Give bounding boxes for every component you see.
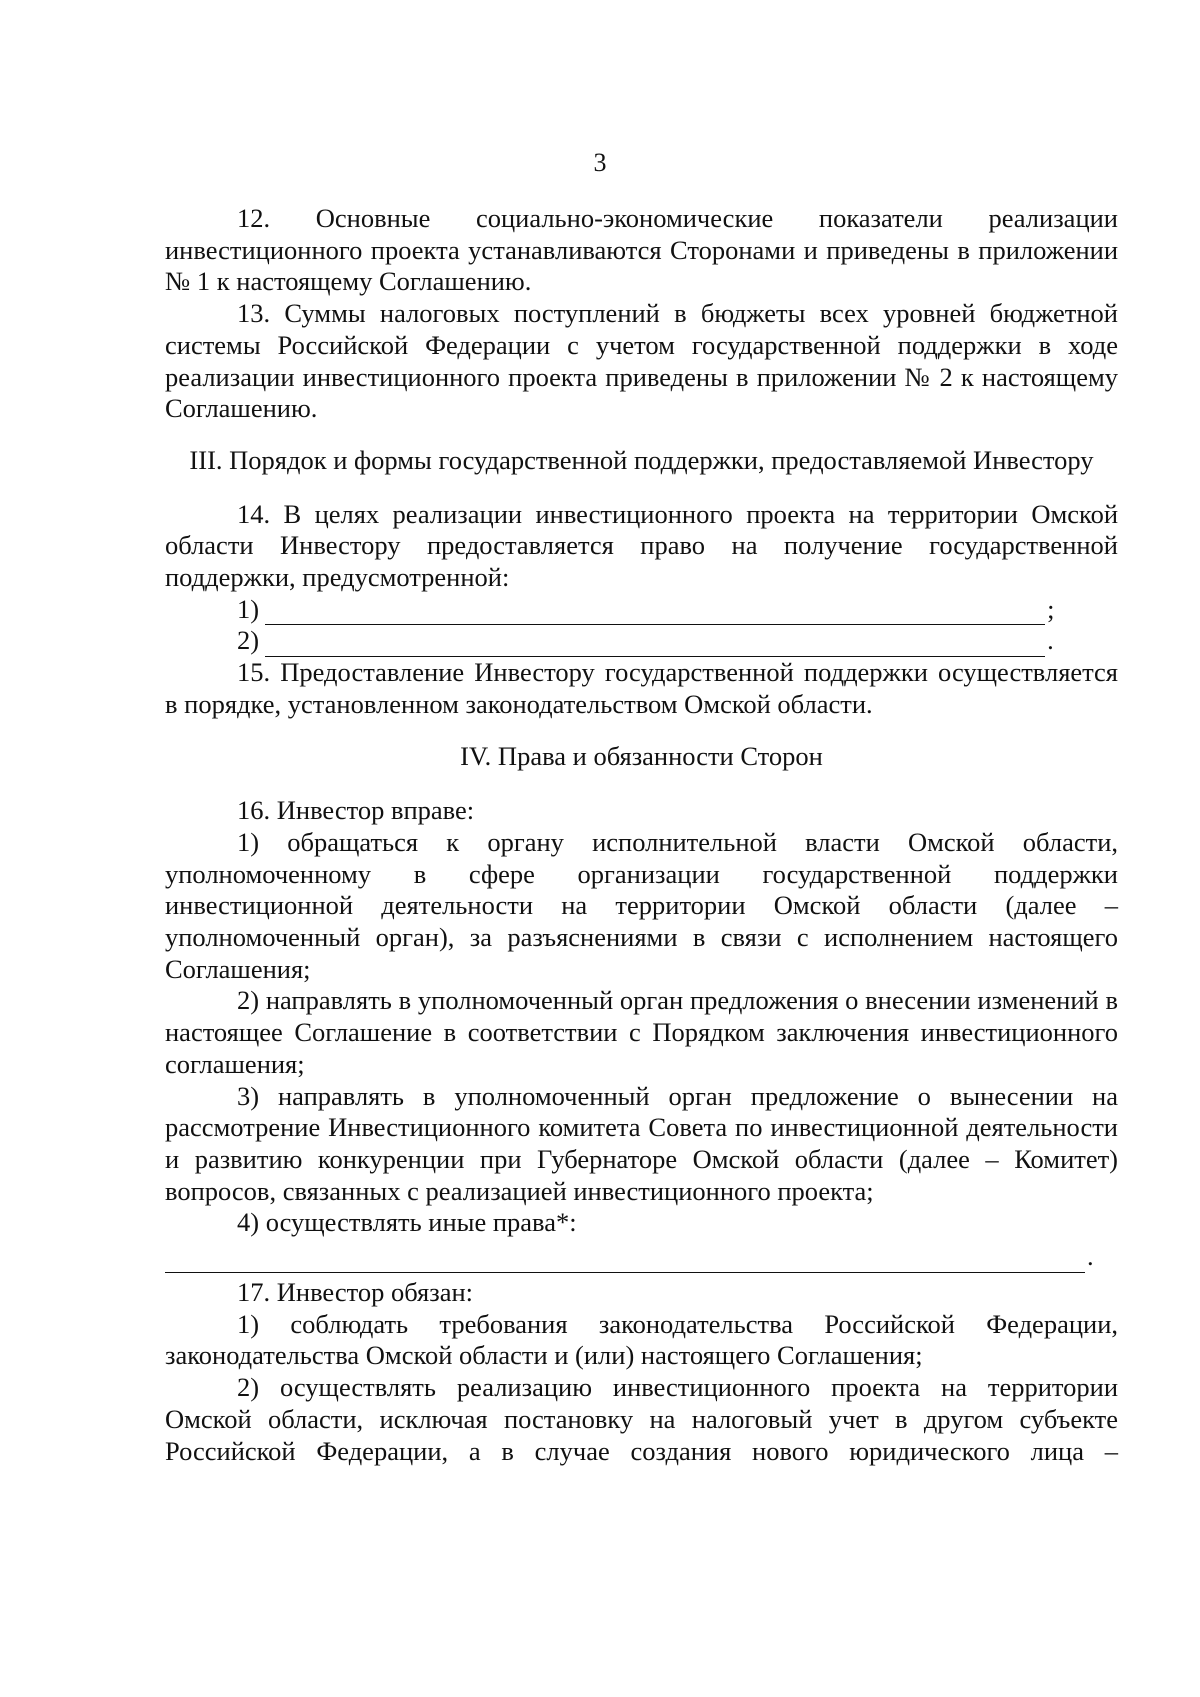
- fill-in-rule: [165, 1248, 1085, 1273]
- section-4-heading: IV. Права и обязанности Сторон: [460, 740, 823, 771]
- page-number: 3: [593, 148, 607, 177]
- paragraph-15: 15. Предоставление Инвестору государственной поддержки осуществляется в порядке, установленном законодательством Омской области.: [165, 657, 1118, 719]
- paragraph-14: 14. В целях реализации инвестиционного проекта на территории Омской области Инвестору предоставляется право на получение государственной поддержки, предусмотренной:: [165, 498, 1118, 593]
- fill-in-rule: [265, 632, 1045, 657]
- blank-line-1-number: 1): [237, 593, 260, 624]
- paragraph-12: 12. Основные социально-экономические показатели реализации инвестиционного проекта устанавливаются Сторонами и приведены в приложении № 1 к настоящему Соглашению.: [165, 203, 1118, 297]
- paragraph-13: 13. Суммы налоговых поступлений в бюджеты всех уровней бюджетной системы Российской Федерации с учетом государственной поддержки в ходе реализации инвестиционного проекта приведены в приложении № 2 к настоящему Соглашению.: [165, 298, 1118, 424]
- paragraph-16-2: 2) направлять в уполномоченный орган предложения о внесении изменений в настоящее Соглашение в соответствии с Порядком заключения инвестиционного соглашения;: [165, 985, 1118, 1079]
- fill-in-rule: [265, 600, 1045, 625]
- paragraph-16: 16. Инвестор вправе:: [237, 795, 475, 826]
- paragraph-17-1: 1) соблюдать требования законодательства Российской Федерации, законодательства Омской области и (или) настоящего Соглашения;: [165, 1308, 1118, 1371]
- paragraph-16-4: 4) осуществлять иные права*:: [237, 1207, 577, 1238]
- paragraph-17-2: 2) осуществлять реализацию инвестиционного проекта на территории Омской области, исключая постановку на налоговый учет в другом субъекте Российской Федерации, а в случае создания нового юридического лица –: [165, 1372, 1118, 1466]
- blank-line-1: [237, 594, 1118, 626]
- document-body: [165, 203, 1118, 1467]
- paragraph-17: 17. Инвестор обязан:: [237, 1277, 474, 1308]
- paragraph-16-3: 3) направлять в уполномоченный орган предложение о вынесении на рассмотрение Инвестиционного комитета Совета по инвестиционной деятельности и развитию конкуренции при Губернаторе Омской области (далее – Комитет) вопросов, связанных с реализацией инвестиционного проекта;: [165, 1080, 1118, 1206]
- blank-line-1-end: ;: [1047, 593, 1055, 624]
- blank-line-2-number: 2): [237, 625, 260, 656]
- blank-line-3-end: .: [1087, 1241, 1094, 1272]
- section-3-heading: III. Порядок и формы государственной поддержки, предоставляемой Инвестору: [189, 444, 1094, 475]
- blank-line-3: [165, 1239, 1118, 1273]
- blank-line-2: [237, 625, 1118, 657]
- paragraph-16-1: 1) обращаться к органу исполнительной власти Омской области, уполномоченному в сфере организации государственной поддержки инвестиционной деятельности на территории Омской области (далее – уполномоченный орган), за разъяснениями в связи с исполнением настоящего Соглашения;: [165, 826, 1118, 984]
- blank-line-2-end: .: [1047, 625, 1054, 656]
